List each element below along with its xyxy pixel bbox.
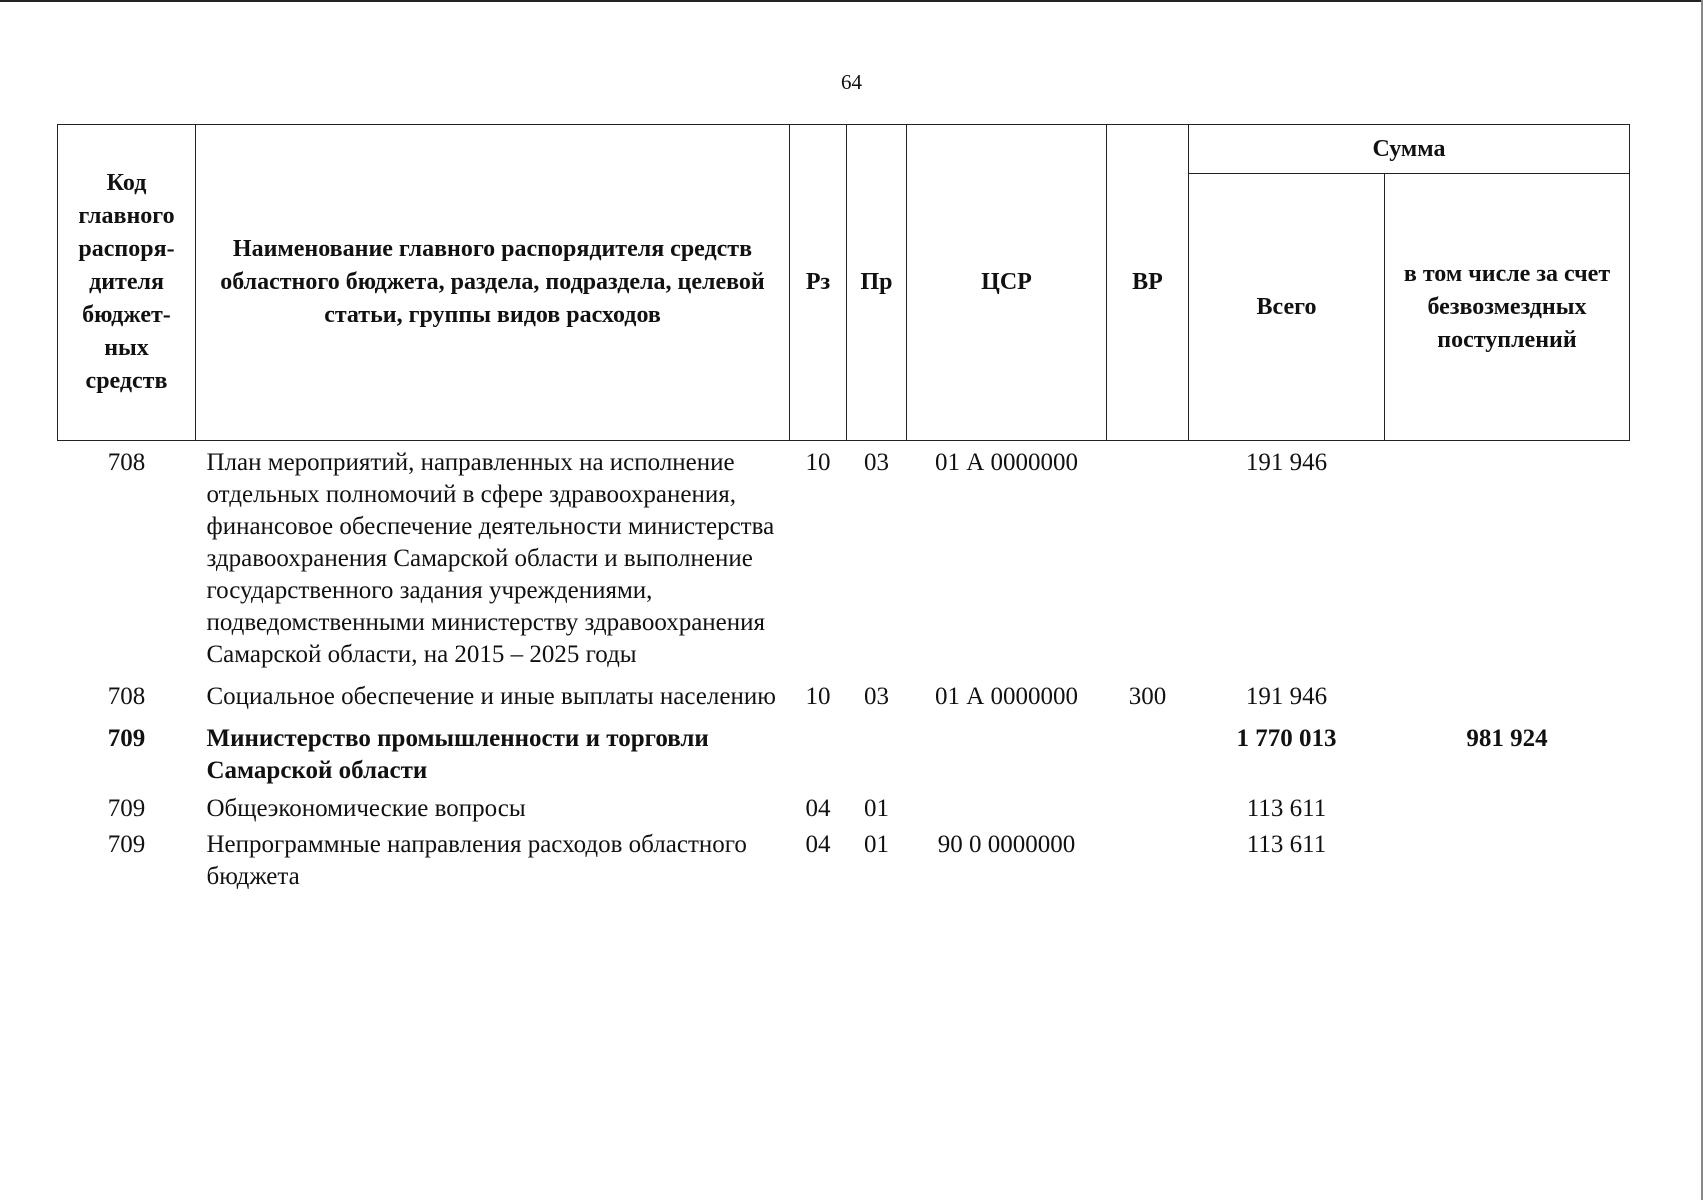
cell-total: 191 946 [1245, 449, 1328, 476]
cell-code: 709 [107, 795, 146, 822]
table-row [58, 829, 1630, 893]
cell-code: 708 [107, 449, 146, 476]
cell-csr: 01 А 0000000 [934, 683, 1079, 710]
cell-code: 709 [107, 831, 146, 858]
cell-code: 708 [107, 683, 146, 710]
cell-pr: 03 [864, 449, 889, 476]
page-number: 64 [841, 70, 862, 94]
cell-rz: 10 [805, 683, 831, 710]
table-row [58, 681, 1630, 723]
table-header [58, 125, 1630, 441]
cell-pr [847, 723, 907, 793]
cell-vr [1107, 829, 1189, 893]
cell-pr: 01 [864, 831, 889, 858]
cell-name: Непрограммные направления расходов областного бюджета [206, 831, 747, 890]
header-free-receipts: в том числе за счет безвозмездных поступлений [1385, 174, 1630, 441]
cell-total: 113 611 [1246, 831, 1327, 858]
header-csr: ЦСР [907, 125, 1107, 441]
cell-rz [790, 723, 847, 793]
cell-csr: 90 0 0000000 [937, 831, 1076, 858]
cell-code: 709 [107, 725, 146, 752]
cell-total: 191 946 [1245, 683, 1328, 710]
cell-csr: 01 А 0000000 [934, 449, 1079, 476]
table-row [58, 723, 1630, 793]
cell-name: План мероприятий, направленных на исполнение отдельных полномочий в сфере здравоохранения, финансовое обеспечение деятельности министерства здравоохранения Самарской области и выполнение государственного задания учреждениями, подведомственными министерству здравоохранения Самарской области, на 2015 – 2025 годы [206, 449, 775, 668]
cell-csr [907, 793, 1107, 829]
cell-pr: 01 [864, 795, 889, 822]
header-pr: Пр [847, 125, 907, 441]
cell-free-receipts [1385, 441, 1630, 682]
header-code: Код главного распоря-дителя бюджет-ных средств [58, 125, 196, 441]
cell-vr: 300 [1128, 683, 1167, 710]
header-vr: ВР [1107, 125, 1189, 441]
cell-free-receipts [1385, 829, 1630, 893]
cell-name: Общеэкономические вопросы [206, 795, 526, 822]
top-border-line [0, 0, 1703, 2]
cell-rz: 04 [805, 795, 831, 822]
cell-free-receipts [1385, 681, 1630, 723]
cell-rz: 04 [805, 831, 831, 858]
cell-vr [1107, 723, 1189, 793]
header-rz: Рз [790, 125, 847, 441]
header-sum: Сумма [1189, 125, 1630, 174]
cell-free-receipts [1385, 793, 1630, 829]
cell-vr [1107, 441, 1189, 682]
budget-table [57, 124, 1630, 893]
cell-total: 113 611 [1246, 795, 1327, 822]
header-name: Наименование главного распорядителя средств областного бюджета, раздела, подраздела, целевой статьи, группы видов расходов [196, 125, 790, 441]
cell-pr: 03 [864, 683, 889, 710]
table-row [58, 441, 1630, 682]
cell-rz: 10 [805, 449, 831, 476]
table-row [58, 793, 1630, 829]
cell-free-receipts: 981 924 [1466, 725, 1548, 752]
table-body [58, 441, 1630, 894]
cell-csr [907, 723, 1107, 793]
cell-vr [1107, 793, 1189, 829]
header-total: Всего [1189, 174, 1385, 441]
cell-total: 1 770 013 [1236, 725, 1337, 752]
cell-name: Министерство промышленности и торговли Самарской области [206, 725, 709, 784]
cell-name: Социальное обеспечение и иные выплаты населению [206, 683, 776, 710]
